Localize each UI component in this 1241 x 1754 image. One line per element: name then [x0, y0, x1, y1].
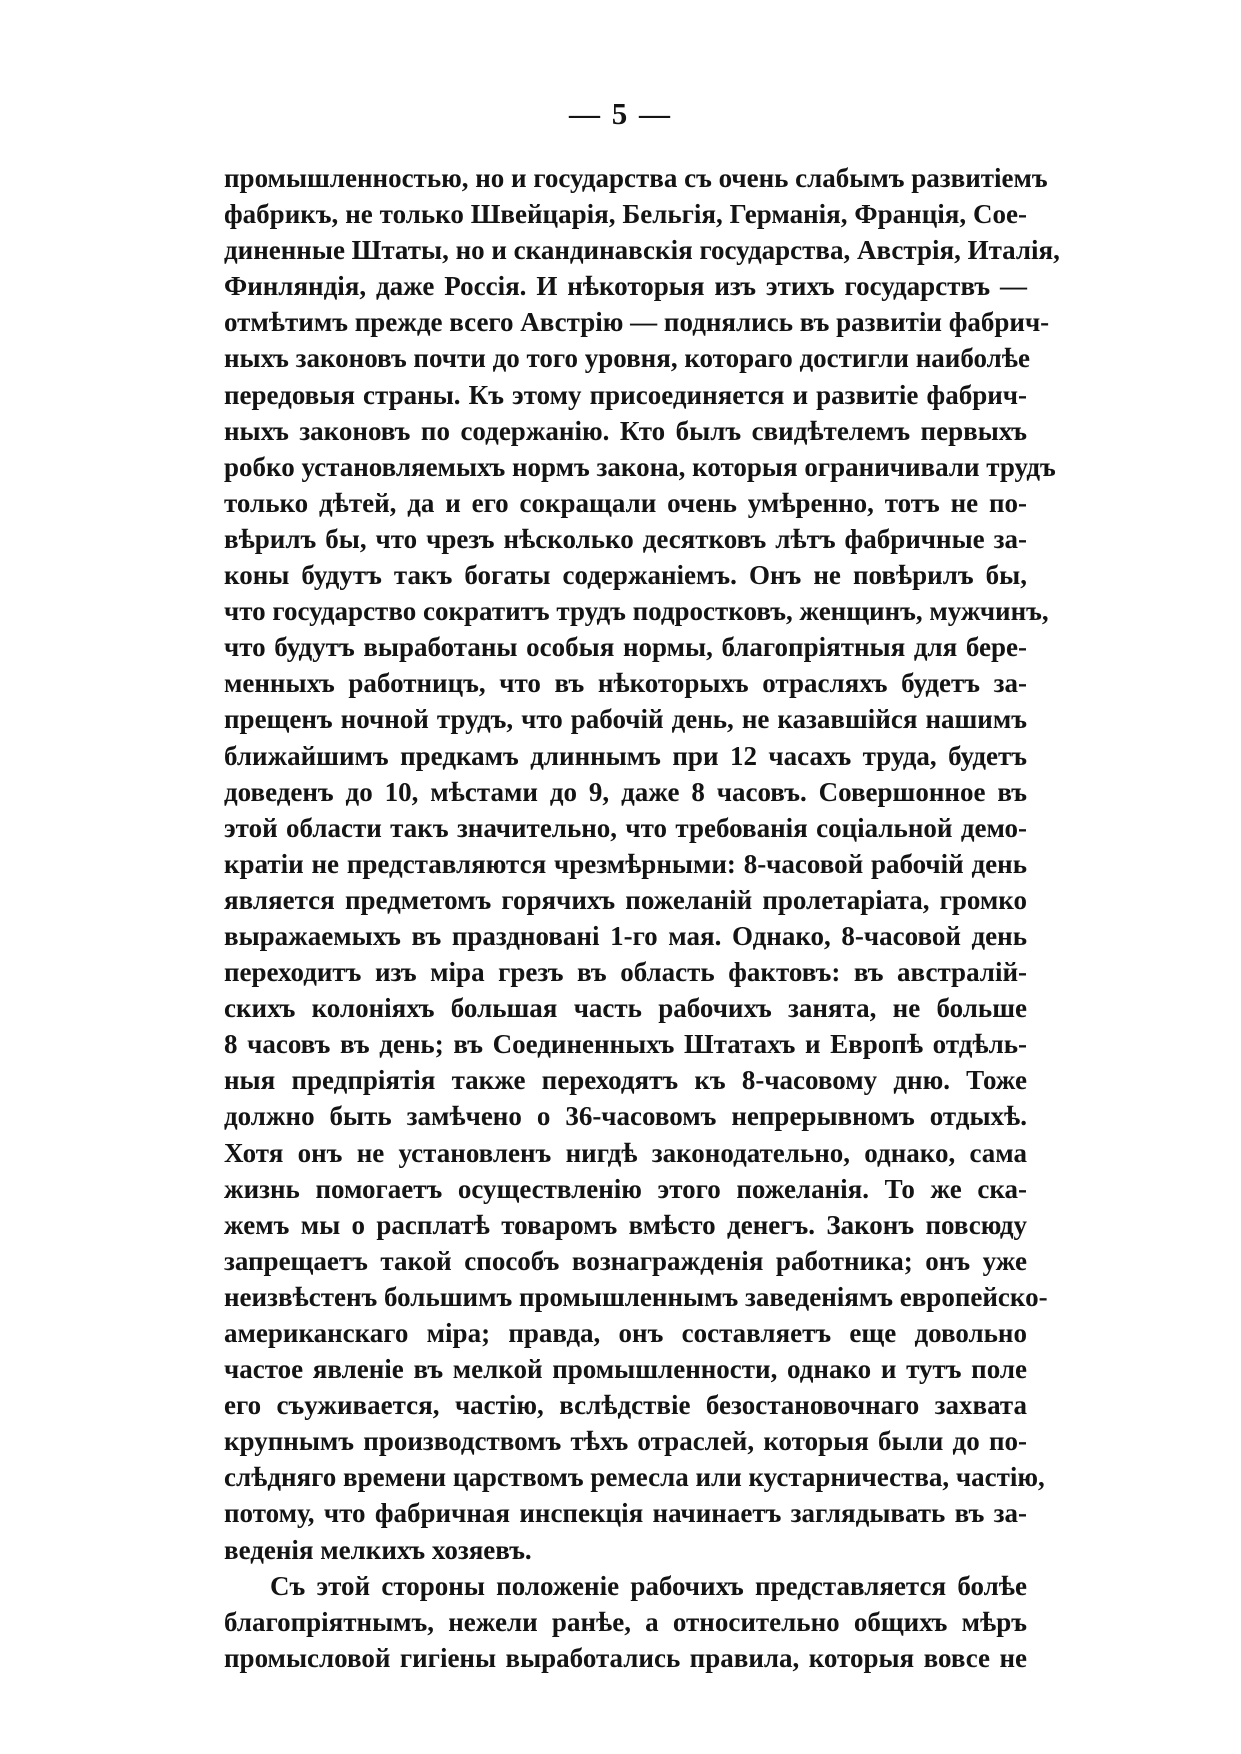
text-line: ныхъ законовъ почти до того уровня, котораго достигли наиболѣе [224, 343, 1030, 374]
text-line: американскаго міра; правда, онъ составляетъ еще довольно [224, 1318, 1027, 1348]
text-line: неизвѣстенъ большимъ промышленнымъ заведеніямъ европейско- [224, 1281, 1048, 1312]
text-line: прещенъ ночной трудъ, что рабочій день, не казавшійся нашимъ [224, 704, 1027, 735]
text-line: доведенъ до 10, мѣстами до 9, даже 8 часовъ. Совершонное въ [224, 776, 1027, 807]
text-line: ближайшимъ предкамъ длиннымъ при 12 часахъ труда, будетъ [224, 740, 1027, 771]
text-line: является предметомъ горячихъ пожеланій пролетаріата, громко [224, 884, 1027, 915]
text-line: ныя предпріятія также переходятъ къ 8-часовому дню. Тоже [224, 1065, 1027, 1096]
text-line: передовыя страны. Къ этому присоединяется и развитіе фабрич- [224, 379, 1027, 410]
text-line: промышленностью, но и государства съ очень слабымъ развитіемъ [224, 163, 1048, 193]
text-line: выражаемыхъ въ праздновані 1-го мая. Однако, 8-часовой день [224, 920, 1027, 951]
text-line: переходитъ изъ міра грезъ въ область фактовъ: въ австралій- [224, 957, 1027, 988]
paragraph [224, 1568, 1027, 1676]
text-line: потому, что фабричная инспекція начинаетъ заглядывать въ за- [224, 1498, 1027, 1529]
text-line: должно быть замѣчено о 36-часовомъ непрерывномъ отдыхѣ. [224, 1101, 1027, 1132]
page-number: — 5 — [569, 96, 672, 131]
text-line: фабрикъ, не только Швейцарія, Бельгія, Германія, Франція, Сое- [224, 199, 1027, 230]
text-line: робко установляемыхъ нормъ закона, которыя ограничивали трудъ [224, 451, 1056, 482]
text-line: жизнь помогаетъ осуществленію этого пожеланія. То же ска- [224, 1173, 1027, 1204]
text-line: что будутъ выработаны особыя нормы, благопріятныя для бере- [224, 632, 1027, 663]
text-line: менныхъ работницъ, что въ нѣкоторыхъ отрасляхъ будетъ за- [224, 668, 1027, 699]
text-line: ныхъ законовъ по содержанію. Кто былъ свидѣтелемъ первыхъ [224, 415, 1027, 446]
text-line: этой области такъ значительно, что требованія соціальной демо- [224, 812, 1027, 843]
text-line: Хотя онъ не установленъ нигдѣ законодательно, однако, сама [224, 1137, 1027, 1168]
text-line: благопріятнымъ, нежели ранѣе, а относительно общихъ мѣръ [224, 1606, 1027, 1637]
text-line: частое явленіе въ мелкой промышленности, однако и тутъ поле [224, 1354, 1027, 1385]
text-line: его съуживается, частію, вслѣдствіе безостановочнаго захвата [224, 1390, 1027, 1421]
body-text [224, 160, 1060, 1676]
text-line: промысловой гигіены выработались правила, которыя вовсе не [224, 1642, 1027, 1673]
text-line: 8 часовъ въ день; въ Соединенныхъ Штатахъ и Европѣ отдѣль- [224, 1029, 1027, 1060]
text-line: скихъ колоніяхъ большая часть рабочихъ занята, не больше [224, 993, 1027, 1024]
text-line: кратіи не представляются чрезмѣрными: 8-часовой рабочій день [224, 848, 1027, 879]
paragraph [224, 160, 1060, 1568]
text-line: вѣрилъ бы, что чрезъ нѣсколько десятковъ лѣтъ фабричные за- [224, 523, 1027, 554]
text-line: слѣдняго времени царствомъ ремесла или кустарничества, частію, [224, 1462, 1045, 1493]
text-line: отмѣтимъ прежде всего Австрію — поднялись въ развитіи фабрич- [224, 307, 1050, 338]
text-line: Съ этой стороны положеніе рабочихъ представляется болѣе [270, 1570, 1027, 1601]
text-line: запрещаетъ такой способъ вознагражденія работника; онъ уже [224, 1245, 1027, 1276]
text-line: жемъ мы о расплатѣ товаромъ вмѣсто денегъ. Законъ повсюду [224, 1209, 1027, 1240]
text-line: коны будутъ такъ богаты содержаніемъ. Онъ не повѣрилъ бы, [224, 560, 1027, 591]
text-line: крупнымъ производствомъ тѣхъ отраслей, которыя были до по- [224, 1426, 1027, 1457]
text-line: что государство сократитъ трудъ подростковъ, женщинъ, мужчинъ, [224, 596, 1049, 627]
text-line: Финляндія, даже Россія. И нѣкоторыя изъ этихъ государствъ — [224, 271, 1027, 302]
text-line: веденія мелкихъ хозяевъ. [224, 1534, 532, 1565]
text-line: только дѣтей, да и его сокращали очень умѣренно, тотъ не по- [224, 487, 1027, 518]
text-line: диненные Штаты, но и скандинавскія государства, Австрія, Италія, [224, 235, 1060, 266]
